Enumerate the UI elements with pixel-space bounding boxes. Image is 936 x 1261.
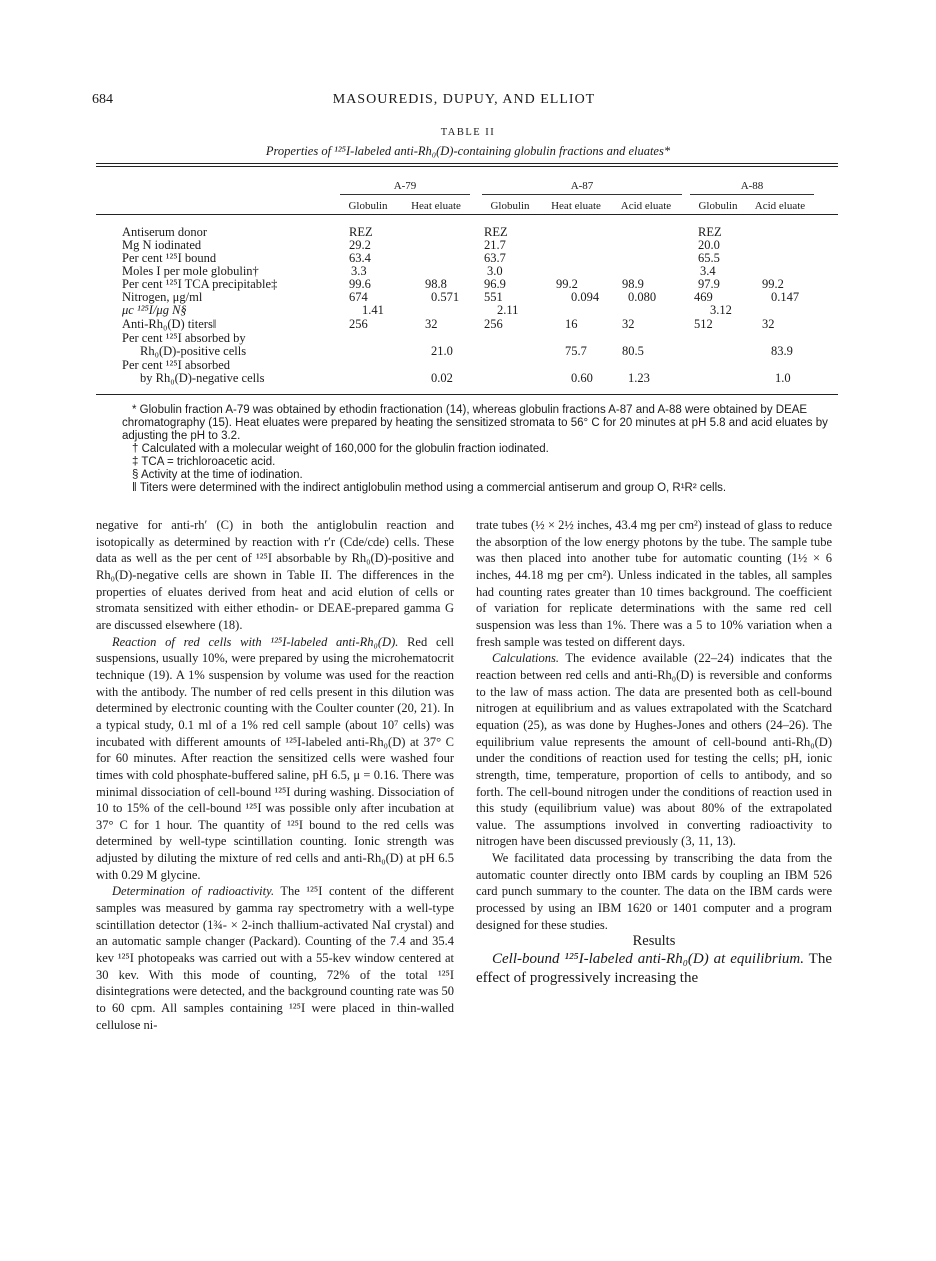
table-cell: 0.080 [628, 290, 657, 304]
table-label: TABLE II [440, 127, 496, 138]
group-header-a79: A-79 [393, 180, 417, 192]
footnote: † Calculated with a molecular weight of 160,000 for the globulin fraction iodinated. [132, 443, 549, 455]
row-label: μc ¹²⁵I/μg N§ [122, 303, 187, 317]
body-paragraph [96, 634, 454, 884]
table-cell: 32 [622, 317, 635, 331]
table-top-rule-2 [96, 166, 838, 167]
table-cell: 0.147 [771, 290, 800, 304]
table-cell: 3.4 [700, 264, 716, 278]
footnote: ‖ Titers were determined with the indirect antiglobulin method using a commercial antiserum and group O, R¹R² cells. [132, 482, 727, 494]
page-header [92, 92, 836, 112]
table-cell: 2.11 [497, 303, 519, 317]
paragraph-heading: Determination of radioactivity. [112, 884, 275, 899]
table-cell: 63.7 [484, 251, 506, 265]
body-paragraph: trate tubes (½ × 2½ inches, 43.4 mg per cm²) instead of glass to reduce the absorption of the low energy photons by the tube. The sample tube was then placed into another tube for automatic counting (1½ × 6 inches, 44.18 mg per cm²). Unless indicated in the tables, all samples had counting rates greater than 10 times background. The coefficient of variation for replicate determinations with the same red cell suspension was less than 1%. There was a 5 to 10% variation when a fresh sample was tested on different days. [476, 518, 832, 649]
table-row [0, 304, 936, 317]
table-cell: 65.5 [698, 251, 720, 265]
row-label: Mg N iodinated [122, 238, 202, 252]
group-rule-a88 [690, 194, 814, 195]
row-label: Rh₀(D)-positive cells [140, 344, 247, 358]
paragraph-heading: Cell-bound ¹²⁵I-labeled anti-Rh₀(D) at equilibrium. [492, 951, 805, 968]
table-cell: 98.9 [622, 277, 644, 291]
table-cell: 469 [694, 290, 713, 304]
table-cell: 551 [484, 290, 503, 304]
column-header: Globulin [698, 200, 738, 212]
table-cell: 1.23 [628, 371, 650, 385]
table-cell: 256 [484, 317, 503, 331]
row-label: Antiserum donor [122, 225, 208, 239]
row-label: Per cent ¹²⁵I absorbed by [122, 331, 246, 345]
table-cell: 0.60 [571, 371, 593, 385]
table-cell: 99.2 [556, 277, 578, 291]
right-column [476, 517, 832, 988]
table-row [0, 318, 936, 331]
column-header: Globulin [348, 200, 388, 212]
table-bottom-rule [96, 394, 838, 395]
table-footnotes [122, 404, 832, 495]
column-header: Heat eluate [411, 200, 461, 212]
group-header-a87: A-87 [570, 180, 594, 192]
left-column [96, 517, 454, 1033]
table-cell: 63.4 [349, 251, 371, 265]
row-label: Nitrogen, μg/ml [122, 290, 203, 304]
table-cell: 99.2 [762, 277, 784, 291]
table-cell: 99.6 [349, 277, 371, 291]
table-cell: 20.0 [698, 238, 720, 252]
body-paragraph: We facilitated data processing by transcribing the data from the automatic counter directly onto IBM cards by coupling an IBM 526 card punch summary to the counter. The data on the IBM cards were processed by using an IBM 1620 or 1401 computer and a program designed for these studies. [476, 851, 832, 932]
table-caption: Properties of ¹²⁵I-labeled anti-Rh₀(D)-containing globulin fractions and eluates* [265, 144, 671, 158]
table-row [0, 345, 936, 358]
group-header-a88: A-88 [740, 180, 764, 192]
table-cell: 97.9 [698, 277, 720, 291]
row-label: Per cent ¹²⁵I TCA precipitable‡ [122, 277, 278, 291]
table-cell: 1.0 [775, 371, 791, 385]
section-heading-results: Results [632, 933, 676, 950]
footnote: ‡ TCA = trichloroacetic acid. [132, 456, 276, 468]
table-top-rule [96, 163, 838, 164]
row-label: Per cent ¹²⁵I bound [122, 251, 217, 265]
table-cell: 80.5 [622, 344, 644, 358]
table-cell: 0.094 [571, 290, 600, 304]
paragraph-text: The effect of progressively increasing the [476, 951, 832, 987]
row-label: Moles I per mole globulin† [122, 264, 259, 278]
table-cell: 32 [762, 317, 775, 331]
body-paragraph [476, 650, 832, 850]
row-label: by Rh₀(D)-negative cells [140, 371, 265, 385]
page-number: 684 [92, 92, 113, 107]
table-cell: 3.12 [710, 303, 732, 317]
table-cell: 21.0 [431, 344, 453, 358]
running-head: MASOUREDIS, DUPUY, AND ELLIOT [332, 92, 596, 107]
table-cell: 512 [694, 317, 713, 331]
table-cell: 21.7 [484, 238, 506, 252]
column-header: Acid eluate [620, 200, 672, 212]
table-cell: 83.9 [771, 344, 793, 358]
body-paragraph [96, 883, 454, 1033]
column-header: Globulin [490, 200, 530, 212]
table-cell: 0.571 [431, 290, 460, 304]
column-header: Acid eluate [754, 200, 806, 212]
table-header-rule [96, 214, 838, 215]
table-cell: 674 [349, 290, 368, 304]
table-cell: 0.02 [431, 371, 453, 385]
table-cell: 256 [349, 317, 368, 331]
table-cell: REZ [698, 225, 722, 239]
table-cell: REZ [484, 225, 508, 239]
row-label: Per cent ¹²⁵I absorbed [122, 358, 230, 372]
paragraph-heading: Calculations. [492, 651, 560, 666]
paragraph-heading: Reaction of red cells with ¹²⁵I-labeled anti-Rh₀(D). [112, 634, 399, 649]
table-cell: 96.9 [484, 277, 506, 291]
paragraph-text: The ¹²⁵I content of the different samples was measured by gamma ray spectrometry with a well-type scintillation detector (1¾- × 2-inch thallium-activated NaI crystal) and an automatic sample changer (Packard). Counting of the 7.4 and 35.4 kev ¹²⁵I photopeaks was carried out with a 55-kev window centered at 30 kev. With this mode of counting, 72% of the total ¹²⁵I disintegrations were detected, and the background counting rate was 50 to 60 cpm. All samples containing ¹²⁵I were placed in thin-walled cellulose ni- [96, 884, 454, 1032]
row-label: Anti-Rh₀(D) titers‖ [122, 317, 217, 331]
table-cell: 3.0 [487, 264, 503, 278]
table-row [0, 372, 936, 385]
table-cell: REZ [349, 225, 373, 239]
table-cell: 98.8 [425, 277, 447, 291]
body-paragraph: negative for anti-rh′ (C) in both the antiglobulin reaction and isotopically as determined by reaction with r′r (Cde/cde) cells. These data as well as the per cent of ¹²⁵I absorbable by Rh₀(D)-positive and Rh₀(D)-negative cells are shown in Table II. The differences in the properties of eluates derived from heat and acid elution of cells or stromata sensitized with either ethodin- or DEAE-prepared gamma G are discussed elsewhere (18). [96, 518, 454, 632]
group-rule-a87 [482, 194, 682, 195]
paragraph-text: The evidence available (22–24) indicates that the reaction between red cells and anti-Rh₀(D) is reversible and conforms to the law of mass action. The data are presented both as cell-bound nitrogen at equilibrium and as values extrapolated with the Scatchard equation (25), as was done by Hughes-Jones and others (24–26). The equilibrium value represents the amount of cell-bound anti-Rh₀(D) under the conditions of reaction used for testing the cells; pH, ionic strength, time, temperature, proportion of cells to antibody, and so forth. The cell-bound nitrogen under the conditions of reaction used in this study (equilibrium value) was about 80% of the extrapolated value. The assumptions involved in converting radioactivity to nitrogen have been discussed previously (3, 11, 13). [476, 651, 832, 849]
table-cell: 75.7 [565, 344, 587, 358]
body-paragraph [476, 950, 832, 988]
table-cell: 32 [425, 317, 438, 331]
group-rule-a79 [340, 194, 470, 195]
footnote: * Globulin fraction A-79 was obtained by ethodin fractionation (14), whereas globulin fractions A-87 and A-88 were obtained by DEAE chromatography (15). Heat eluates were prepared by heating the sensitized stromata to 56° C for 20 minutes at pH 5.8 and acid eluates by adjusting the pH to 3.2. [122, 404, 828, 442]
footnote: § Activity at the time of iodination. [132, 469, 303, 481]
table-cell: 1.41 [362, 303, 384, 317]
table-cell: 16 [565, 317, 578, 331]
table-cell: 29.2 [349, 238, 371, 252]
table-cell: 3.3 [351, 264, 367, 278]
paragraph-text: Red cell suspensions, usually 10%, were prepared by using the microhematocrit technique (19). A 1% suspension by volume was used for the reaction with the antibody. The number of red cells present in this dilution was determined by electronic counting with the Coulter counter (20, 21). In a typical study, 0.1 ml of a 1% red cell sample (about 10⁷ cells) was incubated with different amounts of ¹²⁵I-labeled anti-Rh₀(D) at 37° C for 60 minutes. After reaction the sensitized cells were washed four times with cold phosphate-buffered saline, pH 6.5, μ = 0.16. There was minimal dissociation of cell-bound ¹²⁵I during washing. Dissociation of 10 to 15% of the cell-bound ¹²⁵I was possible only after incubation at 37° C for 1 hour. The quantity of ¹²⁵I bound to the red cells was determined by well-type scintillation counting. Ionic strength was adjusted by diluting the mixture of red cells and anti-Rh₀(D) at pH 6.5 with 0.29 M glycine. [96, 634, 454, 882]
column-header: Heat eluate [551, 200, 601, 212]
